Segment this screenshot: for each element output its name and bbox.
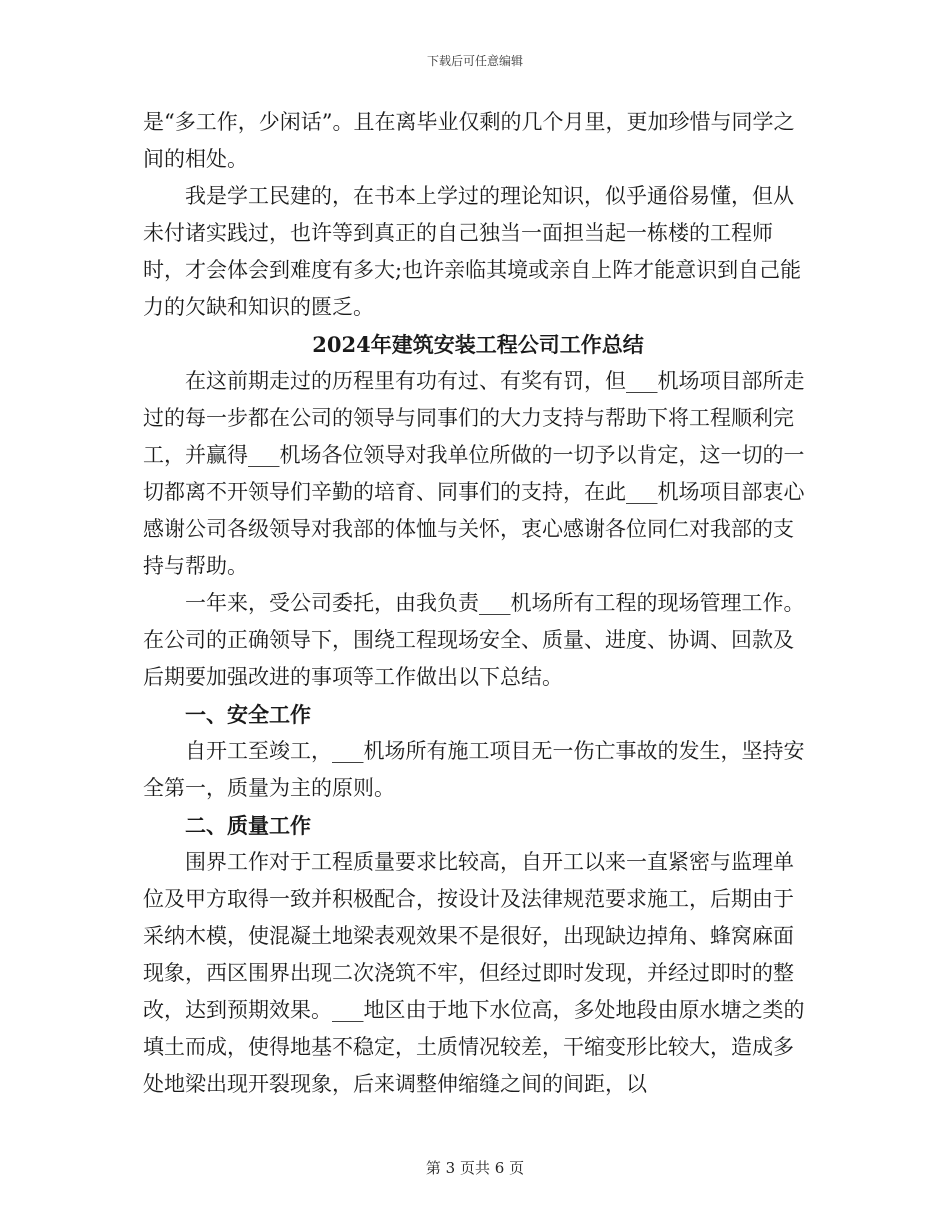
paragraph: 是“多工作，少闲话”。且在离毕业仅剩的几个月里，更加珍惜与同学之间的相处。 — [143, 110, 795, 171]
page-header: 下载后可任意编辑 — [426, 54, 523, 68]
paragraph: 在这前期走过的历程里有功有过、有奖有罚，但___机场项目部所走过的每一步都在公司的领导与同事们的大力支持与帮助下将工程顺利完工，并赢得___机场各位领导对我单位所做的一切予以肯定，这一切的一切都离不开领导们辛勤的培育、同事们的支持，在此___机场项目部衷心感谢公司各级领导对我部的体恤与关怀，衷心感谢各位同仁对我部的支持与帮助。 — [143, 369, 805, 578]
paragraph: 一年来，受公司委托，由我负责___机场所有工程的现场管理工作。在公司的正确领导下，围绕工程现场安全、质量、进度、协调、回款及后期要加强改进的事项等工作做出以下总结。 — [143, 591, 805, 689]
section-heading-safety: 一、安全工作 — [185, 702, 311, 727]
section-heading-quality: 二、质量工作 — [185, 813, 311, 838]
paragraph: 自开工至竣工，___机场所有施工项目无一伤亡事故的发生，坚持安全第一，质量为主的原则。 — [143, 739, 805, 800]
document-body — [143, 104, 813, 1103]
paragraph: 围界工作对于工程质量要求比较高，自开工以来一直紧密与监理单位及甲方取得一致并积极配合，按设计及法律规范要求施工，后期由于采纳木模，使混凝土地梁表观效果不是很好，出现缺边掉角、蜂窝麻面现象，西区围界出现二次浇筑不牢，但经过即时发现，并经过即时的整改，达到预期效果。___地区由于地下水位高，多处地段由原水塘之类的填土而成，使得地基不稳定，土质情况较差，干缩变形比较大，造成多处地梁出现开裂现象，后来调整伸缩缝之间的间距，以 — [143, 850, 805, 1096]
document-title: 2024年建筑安装工程公司工作总结 — [312, 332, 644, 357]
page-number: 第 3 页共 6 页 — [425, 1159, 525, 1177]
paragraph: 我是学工民建的，在书本上学过的理论知识，似乎通俗易懂，但从未付诸实践过，也许等到真正的自己独当一面担当起一栋楼的工程师时，才会体会到难度有多大;也许亲临其境或亲自上阵才能意识到自己能力的欠缺和知识的匮乏。 — [143, 184, 802, 319]
